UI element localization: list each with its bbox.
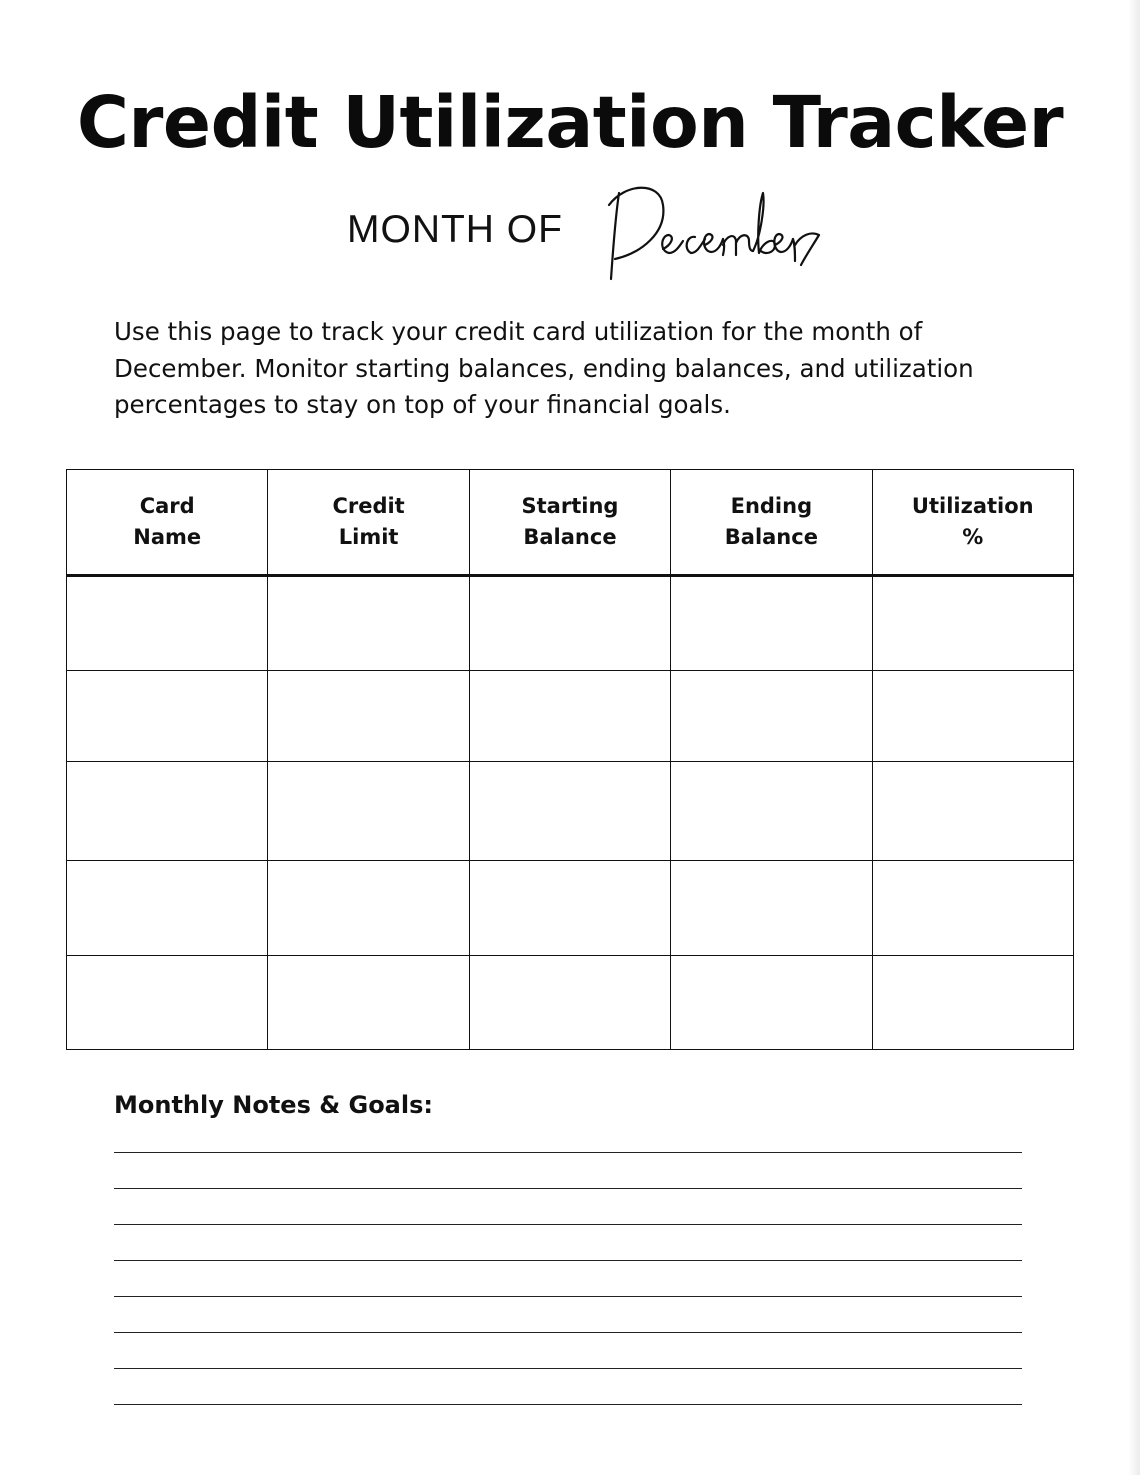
column-header-utilization: Utilization % [872, 470, 1073, 576]
intro-paragraph: Use this page to track your credit card utilization for the month of December. Monitor starting balances, ending balances, and utilization percentages to stay on top of your financial goals. [114, 317, 974, 419]
notes-line[interactable] [114, 1152, 1022, 1153]
card-name-cell[interactable] [67, 861, 268, 956]
credit-limit-cell[interactable] [268, 576, 469, 671]
notes-line[interactable] [114, 1224, 1022, 1225]
utilization-cell[interactable] [872, 576, 1073, 671]
credit-limit-cell[interactable] [268, 671, 469, 762]
starting-balance-cell[interactable] [469, 861, 670, 956]
column-header-card-name: Card Name [67, 470, 268, 576]
month-name-script [605, 175, 825, 285]
utilization-cell[interactable] [872, 671, 1073, 762]
card-name-cell[interactable] [67, 956, 268, 1050]
ending-balance-cell[interactable] [671, 861, 872, 956]
starting-balance-cell[interactable] [469, 762, 670, 861]
credit-limit-cell[interactable] [268, 861, 469, 956]
column-header-starting-balance: Starting Balance [469, 470, 670, 576]
ending-balance-cell[interactable] [671, 576, 872, 671]
starting-balance-cell[interactable] [469, 956, 670, 1050]
utilization-cell[interactable] [872, 861, 1073, 956]
starting-balance-cell[interactable] [469, 576, 670, 671]
starting-balance-cell[interactable] [469, 671, 670, 762]
card-name-cell[interactable] [67, 762, 268, 861]
ending-balance-cell[interactable] [671, 956, 872, 1050]
column-header-ending-balance: Ending Balance [671, 470, 872, 576]
notes-line[interactable] [114, 1332, 1022, 1333]
table-row [67, 956, 1074, 1050]
notes-heading: Monthly Notes & Goals: [114, 1091, 433, 1119]
ending-balance-cell[interactable] [671, 671, 872, 762]
month-row [0, 175, 1140, 285]
notes-line[interactable] [114, 1188, 1022, 1189]
credit-limit-cell[interactable] [268, 956, 469, 1050]
notes-line[interactable] [114, 1368, 1022, 1369]
credit-limit-cell[interactable] [268, 762, 469, 861]
column-header-credit-limit: Credit Limit [268, 470, 469, 576]
utilization-cell[interactable] [872, 956, 1073, 1050]
table-row [67, 671, 1074, 762]
table-header-row [67, 470, 1074, 576]
utilization-cell[interactable] [872, 762, 1073, 861]
notes-line[interactable] [114, 1404, 1022, 1405]
ending-balance-cell[interactable] [671, 762, 872, 861]
card-name-cell[interactable] [67, 576, 268, 671]
tracker-table [66, 469, 1074, 1050]
notes-line[interactable] [114, 1260, 1022, 1261]
table-row [67, 576, 1074, 671]
month-label: MONTH OF [347, 208, 563, 251]
notes-line[interactable] [114, 1296, 1022, 1297]
page-title: Credit Utilization Tracker [76, 81, 1064, 164]
table-row [67, 861, 1074, 956]
card-name-cell[interactable] [67, 671, 268, 762]
table-row [67, 762, 1074, 861]
